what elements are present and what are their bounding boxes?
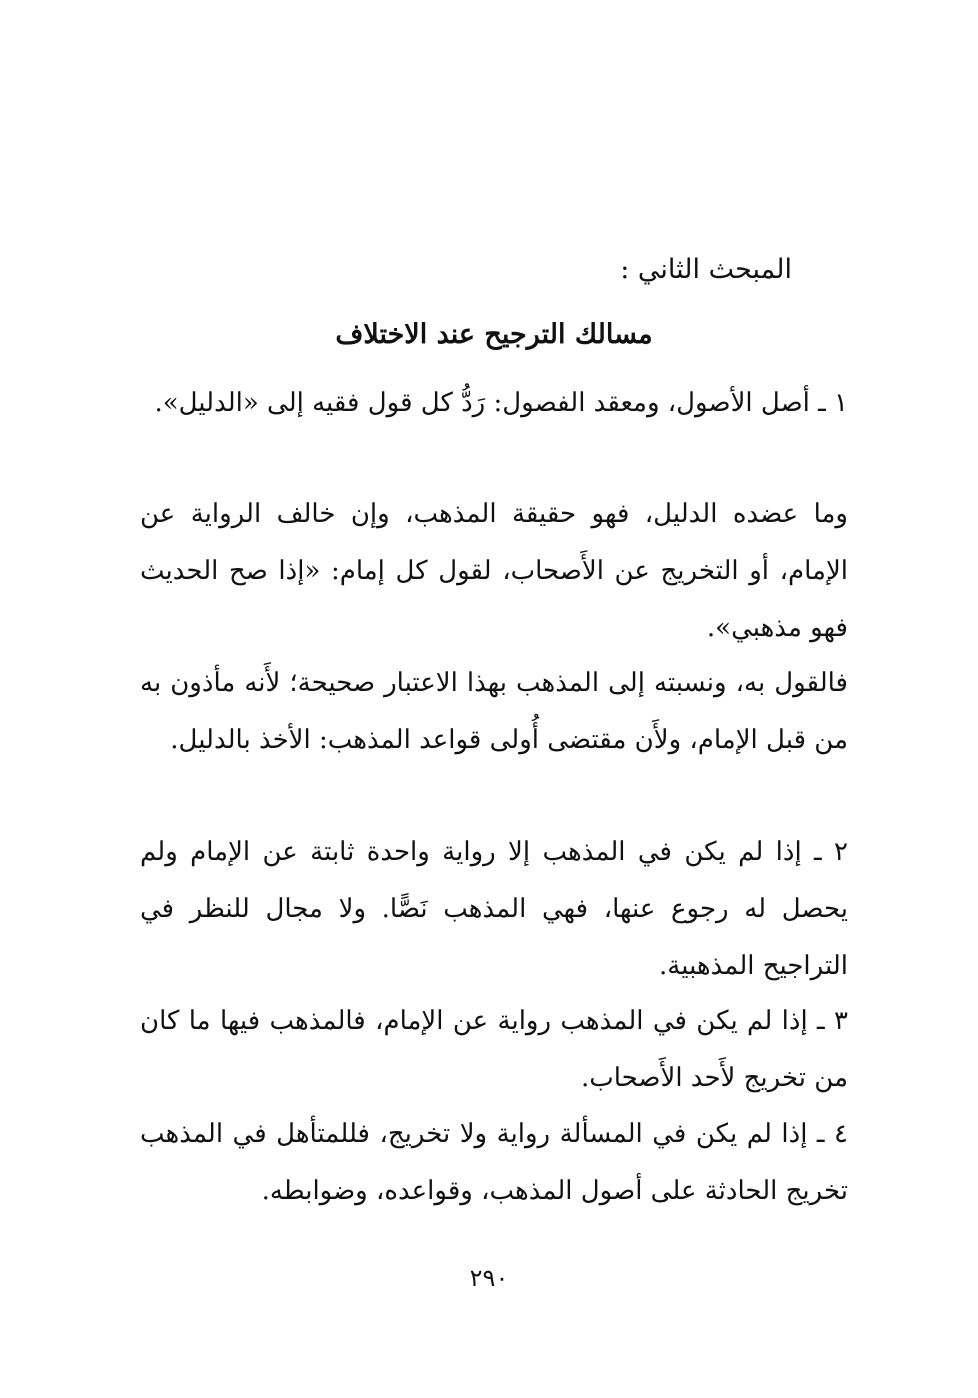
section-title: مسالك الترجيح عند الاختلاف [335,319,653,350]
paragraph-4: ٢ ـ إذا لم يكن في المذهب إلا رواية واحدة ثابتة عن الإمام ولم يحصل له رجوع عنها، فهي المذهب نَصًّا. ولا مجال للنظر في التراجيح المذهبية. [140,837,848,981]
paragraph-6: ٤ ـ إذا لم يكن في المسألة رواية ولا تخريج، فللمتأهل في المذهب تخريج الحادثة على أصول المذهب، وقواعده، وضوابطه. [140,1119,848,1206]
paragraph-3: فالقول به، ونسبته إلى المذهب بهذا الاعتبار صحيحة؛ لأَنه مأذون به من قبل الإمام، ولأَن مقتضى أُولى قواعد المذهب: الأخذ بالدليل. [140,668,848,755]
paragraph-5: ٣ ـ إذا لم يكن في المذهب رواية عن الإمام، فالمذهب فيها ما كان من تخريج لأَحد الأَصحاب. [140,1006,848,1093]
page-number: ٢٩٠ [469,1264,509,1292]
paragraph-2: وما عضده الدليل، فهو حقيقة المذهب، وإن خالف الرواية عن الإمام، أو التخريج عن الأَصحاب، لقول كل إمام: «إذا صح الحديث فهو مذهبي». [140,499,848,643]
section-label: المبحث الثاني : [620,254,792,285]
paragraph-1: ١ ـ أصل الأصول، ومعقد الفصول: رَدُّ كل قول فقيه إلى «الدليل». [154,388,848,418]
